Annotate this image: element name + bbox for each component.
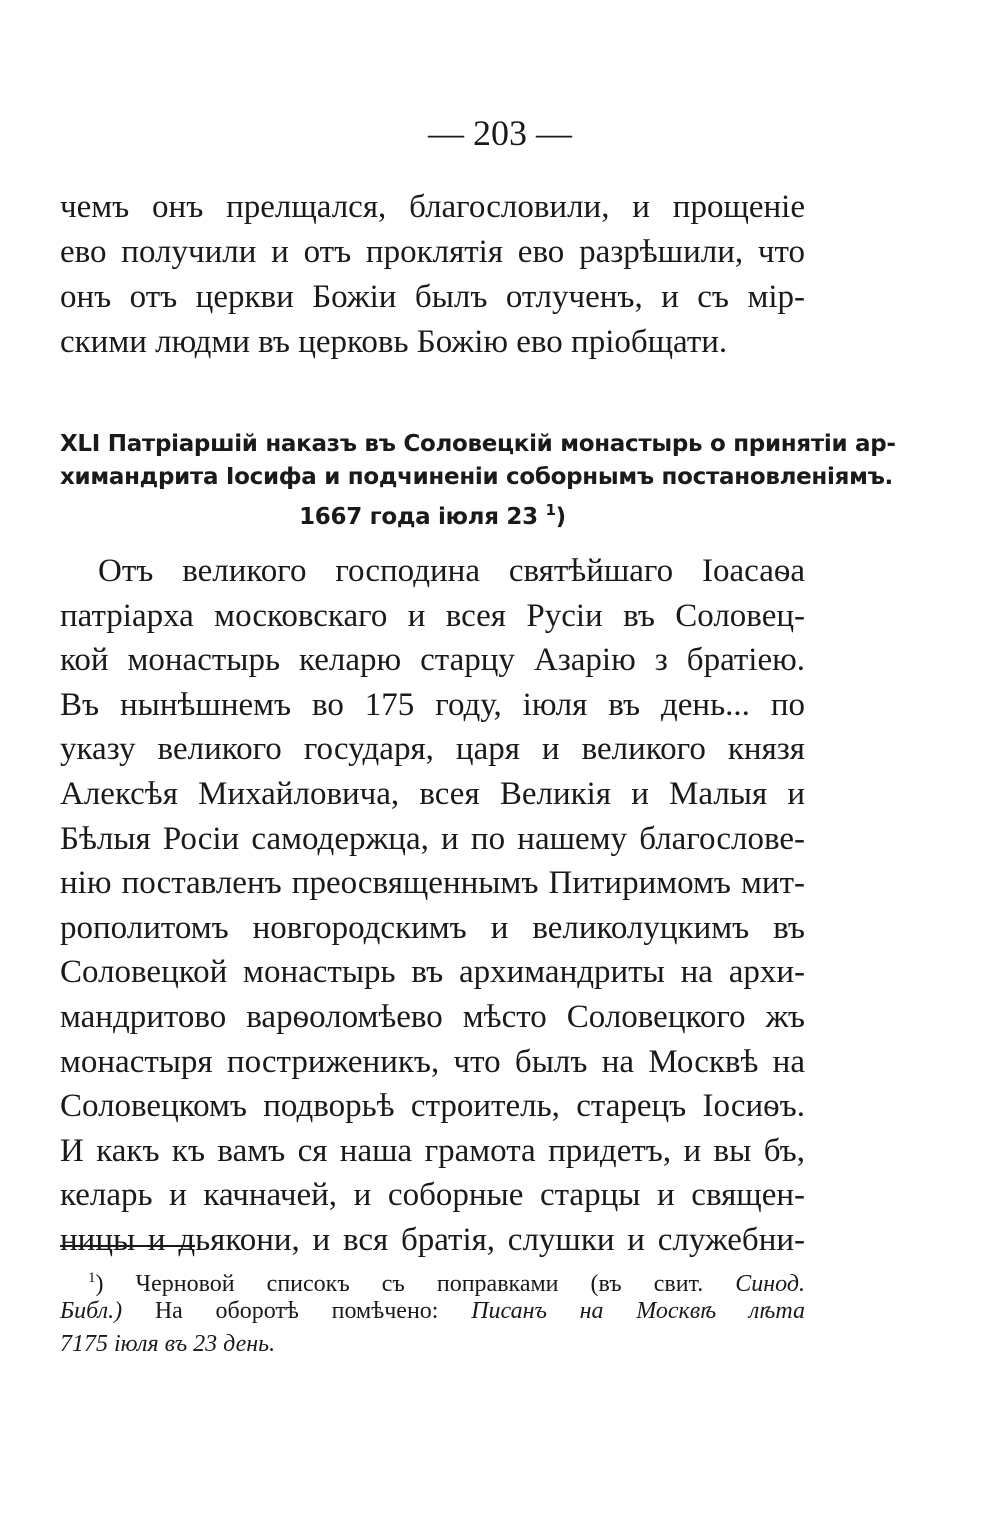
body-line: Отъ великого господина святѣйшаго Іоасаѳа <box>98 553 805 589</box>
footnote-italic: Синод. <box>735 1271 805 1297</box>
body-line: И какъ къ вамъ ся наша грамота придетъ, и вы бъ, <box>60 1132 805 1169</box>
body-line: Въ нынѣшнемъ во 175 году, іюля въ день... по <box>60 686 805 723</box>
intro-line: ево получили и отъ проклятія ево разрѣшили, что <box>60 234 805 270</box>
body-line: ницы и дьякони, и вся братія, слушки и служебни- <box>60 1221 805 1258</box>
intro-line: скими людми въ церковь Божію ево пріобщати. <box>60 324 728 360</box>
intro-line: чемъ онъ прелщался, благословили, и прощеніе <box>60 189 805 225</box>
intro-line: онъ отъ церкви Божіи былъ отлученъ, и съ мір- <box>60 279 805 315</box>
intro-paragraph <box>60 185 805 365</box>
footnote-divider <box>60 1245 195 1247</box>
footnote-text: Черновой списокъ съ поправками (въ свит. <box>135 1271 704 1297</box>
heading-date: 1667 года іюля 23 <box>299 504 538 530</box>
footnote-italic: 7175 іюля въ 23 день. <box>60 1331 276 1357</box>
body-line: келарь и качначей, и соборные старцы и священ- <box>60 1177 805 1214</box>
body-line: Соловецкой монастырь въ архимандриты на архи- <box>60 954 805 991</box>
body-line: мандритово варѳоломѣево мѣсто Соловецкого жъ <box>60 998 805 1035</box>
body-line: Алексѣя Михайловича, всея Великія и Малыя и <box>60 775 805 812</box>
footnote-italic: Писанъ на Москвѣ лѣта <box>471 1298 806 1324</box>
page-number: — 203 — <box>428 113 572 153</box>
section-heading <box>60 428 896 530</box>
heading-line: химандрита Іосифа и подчиненіи соборнымъ постановленіямъ. <box>60 464 893 490</box>
footnote-reference-close: ) <box>555 504 566 530</box>
footnote-line <box>60 1328 805 1361</box>
body-line: Бѣлыя Росіи самодержца, и по нашему благослове- <box>60 820 805 857</box>
footnote-italic: Библ.) <box>60 1298 123 1324</box>
heading-date-line <box>60 494 805 530</box>
body-line: патріарха московскаго и всея Русіи въ Соловец- <box>60 597 805 634</box>
main-paragraph <box>60 549 805 1263</box>
footnote-text: На оборотѣ помѣчено: <box>154 1298 439 1324</box>
footnote-line <box>60 1262 805 1295</box>
footnote-reference: 1 <box>545 501 556 519</box>
body-line: нію поставленъ преосвященнымъ Питиримомъ мит- <box>60 865 805 902</box>
footnote-line <box>60 1295 805 1328</box>
footnote-mark: 1 <box>88 1270 96 1286</box>
body-line: монастыря постриженикъ, что былъ на Москвѣ на <box>60 1043 805 1080</box>
body-line: рополитомъ новгородскимъ и великолуцкимъ въ <box>60 909 805 946</box>
body-line: кой монастырь келарю старцу Азарію з братіею. <box>60 642 805 679</box>
footnote <box>60 1262 805 1361</box>
heading-line: XLI Патріаршій наказъ въ Соловецкій монастырь о принятіи ар- <box>60 431 896 457</box>
body-line: Соловецкомъ подворьѣ строитель, старецъ Іосиѳъ. <box>60 1088 805 1125</box>
footnote-mark-close: ) <box>95 1271 104 1297</box>
body-line: указу великого государя, царя и великого князя <box>60 731 805 768</box>
